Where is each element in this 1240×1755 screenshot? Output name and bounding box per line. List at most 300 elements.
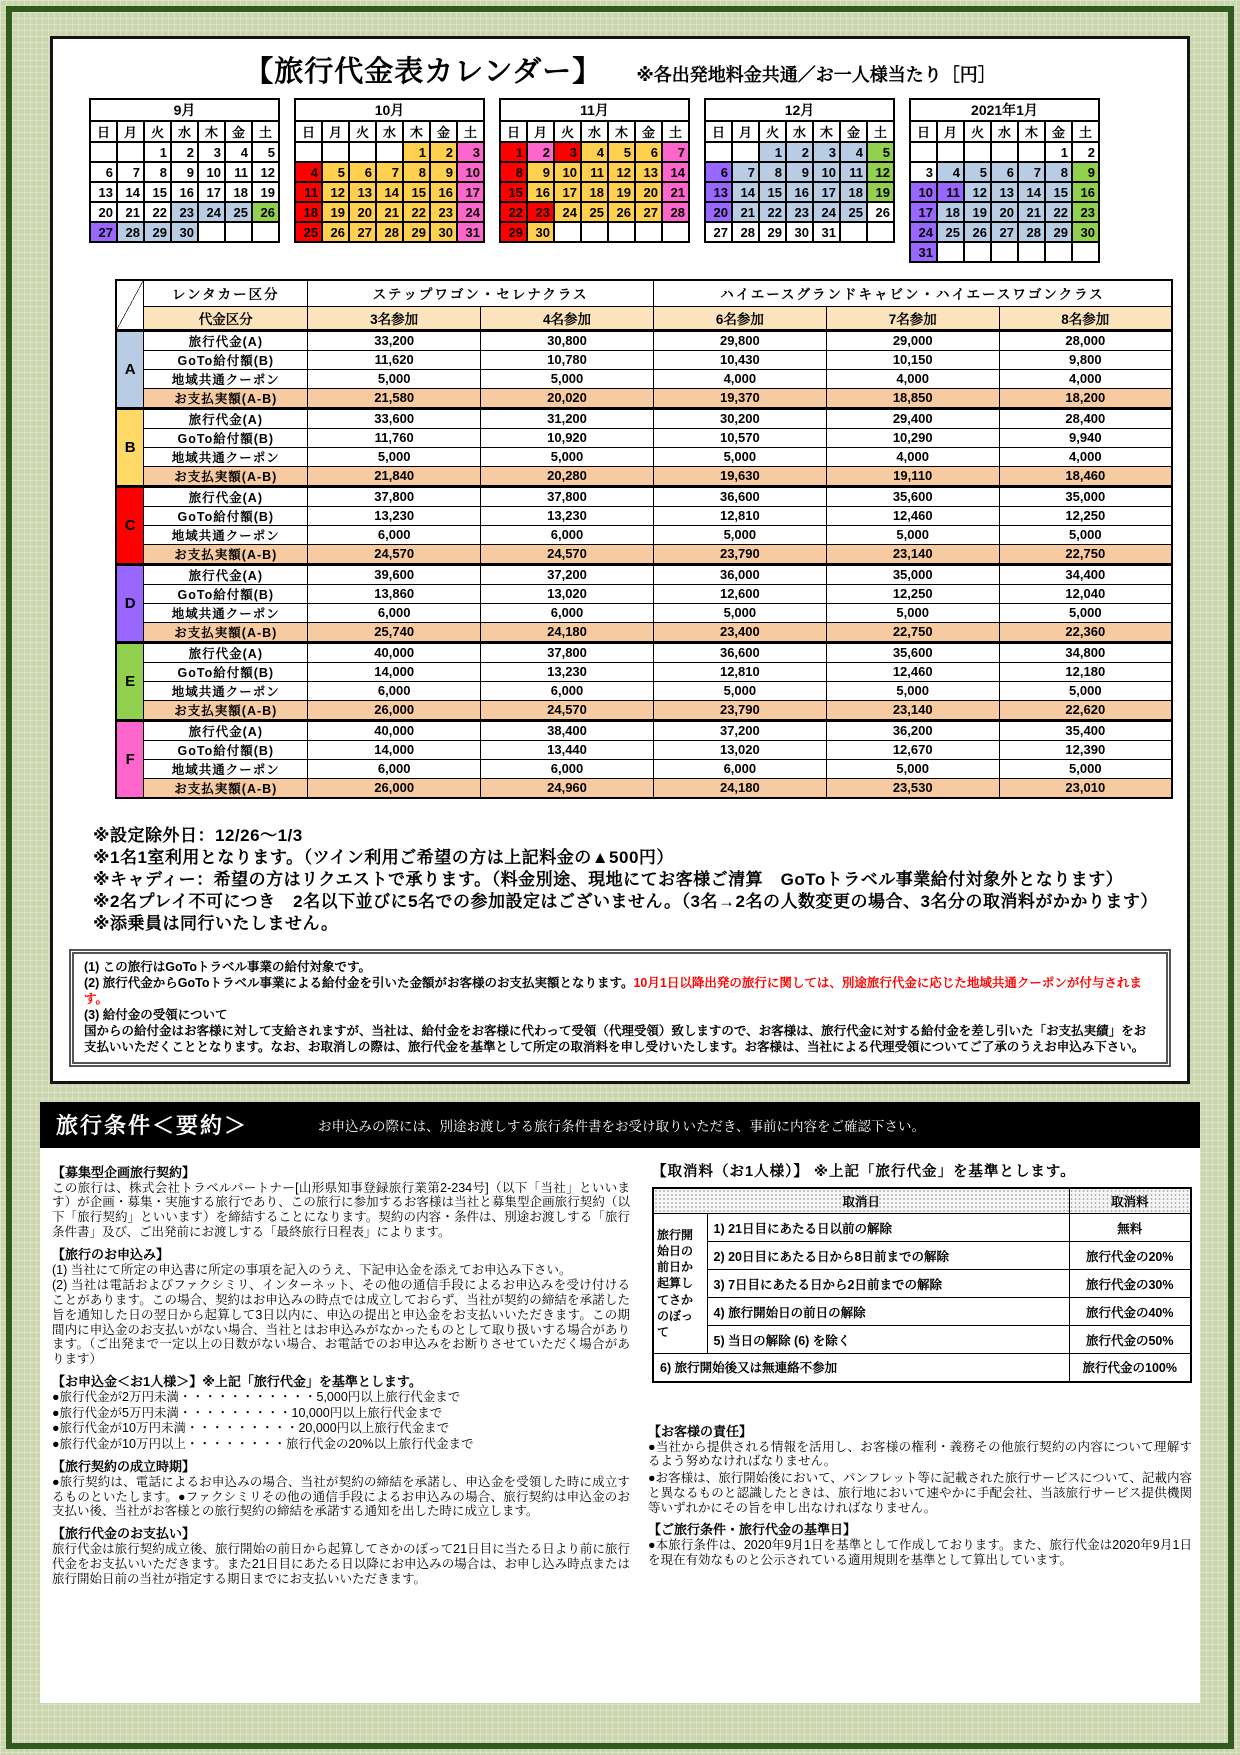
calendar-day: 29 (1045, 222, 1072, 242)
price-value: 12,670 (826, 740, 999, 759)
calendar-weekday: 火 (349, 121, 376, 142)
calendar-day: 1 (403, 142, 430, 162)
info-paragraph: (3) 給付金の受領について (84, 1007, 228, 1022)
calendar-weekday: 金 (635, 121, 662, 142)
row-label: お支払実額(A-B) (144, 544, 308, 564)
calendar-month-title: 9月 (90, 99, 279, 121)
price-value: 34,800 (999, 642, 1172, 662)
calendar-weekday: 水 (376, 121, 403, 142)
price-value: 13,440 (481, 740, 654, 759)
calendar-day: 27 (705, 222, 732, 242)
calendar-day: 22 (403, 202, 430, 222)
calendar-day: 7 (662, 142, 689, 162)
cancel-condition: 4) 旅行開始日の前日の解除 (707, 1298, 1069, 1326)
calendar-day: 4 (840, 142, 867, 162)
calendar-empty-cell (225, 222, 252, 242)
price-value: 5,000 (308, 369, 481, 388)
price-value: 6,000 (481, 525, 654, 544)
calendar-day: 10 (813, 162, 840, 182)
calendar-month (499, 98, 690, 243)
price-value: 4,000 (999, 447, 1172, 466)
calendar-day: 30 (171, 222, 198, 242)
calendar-empty-cell (1045, 242, 1072, 262)
calendar-day: 12 (964, 182, 991, 202)
calendar-day: 21 (662, 182, 689, 202)
price-value: 26,000 (308, 778, 481, 798)
calendar-empty-cell (840, 222, 867, 242)
calendar-month-title: 11月 (500, 99, 689, 121)
price-value: 26,000 (308, 700, 481, 720)
calendars (89, 98, 1173, 263)
table-row (116, 622, 1172, 642)
calendar-weekday: 土 (457, 121, 484, 142)
table-row (653, 1214, 1191, 1242)
calendar-day: 23 (786, 202, 813, 222)
calendar-empty-cell (991, 142, 1018, 162)
calendar-weekday: 日 (90, 121, 117, 142)
calendar-day: 13 (705, 182, 732, 202)
table-row (116, 486, 1172, 506)
price-value: 12,250 (999, 506, 1172, 525)
calendar-day: 9 (430, 162, 457, 182)
calendar-day: 10 (910, 182, 937, 202)
price-value: 13,230 (481, 662, 654, 681)
calendar-day: 6 (90, 162, 117, 182)
price-value: 14,000 (308, 740, 481, 759)
section-heading: 【募集型企画旅行契約】 (52, 1164, 196, 1180)
price-value: 6,000 (308, 759, 481, 778)
calendar-day: 23 (1072, 202, 1099, 222)
diagonal-corner-cell (116, 280, 144, 330)
calendar-day: 22 (144, 202, 171, 222)
price-value: 37,200 (481, 564, 654, 584)
calendar-empty-cell (662, 222, 689, 242)
calendar-empty-cell (964, 242, 991, 262)
row-label: 旅行代金(A) (144, 486, 308, 506)
price-value: 5,000 (308, 447, 481, 466)
calendar-day: 10 (457, 162, 484, 182)
calendar-day: 13 (90, 182, 117, 202)
fare-type-header: 代金区分 (144, 306, 308, 330)
price-value: 4,000 (826, 447, 999, 466)
table-row (116, 350, 1172, 369)
calendar-weekday: 水 (991, 121, 1018, 142)
price-value: 12,040 (999, 584, 1172, 603)
price-value: 5,000 (481, 447, 654, 466)
row-label: お支払実額(A-B) (144, 466, 308, 486)
calendar-empty-cell (295, 142, 322, 162)
price-value: 12,810 (653, 506, 826, 525)
calendar-day: 17 (457, 182, 484, 202)
calendar-day: 8 (500, 162, 527, 182)
calendar-empty-cell (937, 242, 964, 262)
calendar-day: 15 (403, 182, 430, 202)
price-value: 5,000 (653, 447, 826, 466)
calendar-day: 19 (867, 182, 894, 202)
calendar-day: 4 (581, 142, 608, 162)
calendar-weekday: 月 (117, 121, 144, 142)
cancellation-table (652, 1187, 1192, 1383)
calendar-empty-cell (252, 222, 279, 242)
calendar-day: 25 (581, 202, 608, 222)
price-value: 23,790 (653, 700, 826, 720)
table-row (653, 1298, 1191, 1326)
calendar-day: 25 (937, 222, 964, 242)
price-value: 36,600 (653, 486, 826, 506)
price-value: 36,600 (653, 642, 826, 662)
calendar-day: 2 (786, 142, 813, 162)
table-row (116, 584, 1172, 603)
calendar-day: 24 (813, 202, 840, 222)
calendar-day: 6 (635, 142, 662, 162)
calendar-day: 15 (1045, 182, 1072, 202)
class-letter-cell: E (116, 642, 144, 720)
cancel-condition: 2) 20日目にあたる日から8日前までの解除 (707, 1242, 1069, 1270)
calendar-day: 25 (840, 202, 867, 222)
calendar-day: 9 (171, 162, 198, 182)
calendar-day: 29 (759, 222, 786, 242)
conditions-right-blocks (648, 1421, 1192, 1568)
row-label: 地域共通クーポン (144, 447, 308, 466)
row-label: GoTo給付額(B) (144, 428, 308, 447)
calendar-day: 31 (910, 242, 937, 262)
row-label: GoTo給付額(B) (144, 584, 308, 603)
calendar-day: 2 (171, 142, 198, 162)
paragraph: ●当社から提供される情報を活用し、お客様の権利・義務その他旅行契約の内容について理解するよう努めなければなりません。 (648, 1439, 1192, 1469)
calendar-day: 20 (90, 202, 117, 222)
calendar-day: 6 (705, 162, 732, 182)
calendar-weekday: 木 (403, 121, 430, 142)
price-value: 18,200 (999, 388, 1172, 408)
conditions-body (40, 1148, 1200, 1703)
calendar-weekday: 金 (840, 121, 867, 142)
rental-class-header: レンタカー区分 (144, 280, 308, 306)
calendar-day: 26 (964, 222, 991, 242)
table-row (653, 1326, 1191, 1354)
calendar-day: 28 (117, 222, 144, 242)
calendar-day: 10 (198, 162, 225, 182)
price-value: 11,760 (308, 428, 481, 447)
calendar-weekday: 木 (608, 121, 635, 142)
table-row (116, 506, 1172, 525)
note-line: ※キャディー：希望の方はリクエストで承ります。（料金別途、現地にてお客様ご清算 GoToトラベル事業給付対象外となります） (93, 869, 1124, 889)
calendar-weekday: 日 (295, 121, 322, 142)
price-value: 38,400 (481, 720, 654, 740)
price-value: 37,800 (308, 486, 481, 506)
calendar-day: 12 (252, 162, 279, 182)
calendar-day: 15 (144, 182, 171, 202)
calendar-weekday: 月 (937, 121, 964, 142)
calendar-empty-cell (1018, 242, 1045, 262)
price-value: 5,000 (653, 681, 826, 700)
table-row (116, 330, 1172, 350)
calendar-day: 4 (225, 142, 252, 162)
paragraph: ●旅行代金が2万円未満・・・・・・・・・・・5,000円以上旅行代金まで (52, 1389, 461, 1404)
class-letter-cell: F (116, 720, 144, 798)
calendar-weekday: 金 (225, 121, 252, 142)
calendar-weekday: 日 (705, 121, 732, 142)
table-row (116, 447, 1172, 466)
price-value: 13,230 (308, 506, 481, 525)
price-value: 10,290 (826, 428, 999, 447)
calendar-weekday: 火 (554, 121, 581, 142)
calendar-weekday: 火 (144, 121, 171, 142)
calendar-day: 4 (295, 162, 322, 182)
price-value: 34,400 (999, 564, 1172, 584)
price-value: 5,000 (999, 525, 1172, 544)
calendar-day: 18 (840, 182, 867, 202)
calendar-month-title: 2021年1月 (910, 99, 1099, 121)
price-value: 39,600 (308, 564, 481, 584)
row-label: GoTo給付額(B) (144, 662, 308, 681)
calendar-day: 25 (295, 222, 322, 242)
calendar-day: 28 (1018, 222, 1045, 242)
calendar-day: 28 (662, 202, 689, 222)
calendar-day: 24 (910, 222, 937, 242)
price-value: 24,180 (653, 778, 826, 798)
row-label: GoTo給付額(B) (144, 350, 308, 369)
price-value: 18,850 (826, 388, 999, 408)
calendar-weekday: 木 (813, 121, 840, 142)
calendar-day: 8 (759, 162, 786, 182)
price-value: 5,000 (999, 603, 1172, 622)
calendar-month-title: 10月 (295, 99, 484, 121)
calendar-day: 30 (527, 222, 554, 242)
calendar-day: 3 (198, 142, 225, 162)
price-value: 28,400 (999, 408, 1172, 428)
title-row (67, 49, 1173, 90)
participants-header: 6名参加 (653, 306, 826, 330)
price-value: 29,800 (653, 330, 826, 350)
price-value: 5,000 (653, 603, 826, 622)
price-value: 5,000 (653, 525, 826, 544)
row-label: 旅行代金(A) (144, 408, 308, 428)
info-paragraph: (1) この旅行はGoToトラベル事業の給付対象です。 (84, 959, 371, 974)
travel-conditions-panel (40, 1102, 1200, 1703)
row-label: GoTo給付額(B) (144, 740, 308, 759)
row-label: 旅行代金(A) (144, 330, 308, 350)
calendar-day: 13 (349, 182, 376, 202)
conditions-title: 旅行条件＜要約＞ (56, 1113, 249, 1138)
calendar-day: 5 (322, 162, 349, 182)
calendar-month (294, 98, 485, 243)
calendar-day: 18 (937, 202, 964, 222)
calendar-day: 3 (910, 162, 937, 182)
calendar-day: 21 (376, 202, 403, 222)
calendar-day: 29 (500, 222, 527, 242)
calendar-day: 20 (349, 202, 376, 222)
price-value: 13,230 (481, 506, 654, 525)
paragraph: ●旅行代金が10万円未満・・・・・・・・・20,000円以上旅行代金まで (52, 1421, 450, 1436)
participants-header: 4名参加 (481, 306, 654, 330)
calendar-day: 1 (500, 142, 527, 162)
row-label: 地域共通クーポン (144, 603, 308, 622)
cancel-fee: 旅行代金の100% (1069, 1354, 1191, 1382)
calendar-weekday: 土 (252, 121, 279, 142)
table-row (116, 700, 1172, 720)
price-value: 5,000 (826, 759, 999, 778)
paragraph: ●旅行代金が5万円未満・・・・・・・・・10,000円以上旅行代金まで (52, 1405, 443, 1420)
info-red-text: 10月1日以降出発の旅行に関しては、別途旅行代金に応じた地域共通クーポンが付与されます。 (84, 975, 1142, 1006)
price-value: 10,780 (481, 350, 654, 369)
price-value: 11,620 (308, 350, 481, 369)
price-value: 13,860 (308, 584, 481, 603)
price-value: 9,800 (999, 350, 1172, 369)
price-value: 6,000 (308, 603, 481, 622)
calendar-day: 11 (295, 182, 322, 202)
price-value: 30,200 (653, 408, 826, 428)
table-row (116, 388, 1172, 408)
calendar-day: 25 (225, 202, 252, 222)
table-row (116, 740, 1172, 759)
price-value: 29,000 (826, 330, 999, 350)
price-value: 10,430 (653, 350, 826, 369)
calendar-day: 29 (403, 222, 430, 242)
calendar-day: 23 (171, 202, 198, 222)
price-value: 4,000 (653, 369, 826, 388)
table-row (116, 369, 1172, 388)
calendar-month (89, 98, 280, 243)
table-row (116, 642, 1172, 662)
price-value: 37,200 (653, 720, 826, 740)
cancel-fee: 旅行代金の20% (1069, 1242, 1191, 1270)
price-value: 4,000 (999, 369, 1172, 388)
calendar-weekday: 土 (662, 121, 689, 142)
table-row (116, 662, 1172, 681)
price-value: 36,200 (826, 720, 999, 740)
paragraph: この旅行は、株式会社トラベルパートナー[山形県知事登録旅行業第2-234号]（以下「当社」といいます）が企画・募集・実施する旅行であり、この旅行に参加するお客様は当社と募集型企画旅行契約（以下「旅行契約」といいます）を締結することになります。契約の内容・条件は、別途お渡しする「旅行条件書」及び、ご出発前にお渡しする「最終旅行日程表」によります。 (52, 1180, 630, 1239)
table-row (116, 759, 1172, 778)
table-row (653, 1242, 1191, 1270)
price-value: 22,750 (826, 622, 999, 642)
price-value: 6,000 (481, 759, 654, 778)
table-row (116, 564, 1172, 584)
price-value: 14,000 (308, 662, 481, 681)
class-letter-cell: A (116, 330, 144, 408)
calendar-weekday: 水 (786, 121, 813, 142)
row-label: 旅行代金(A) (144, 564, 308, 584)
price-value: 28,000 (999, 330, 1172, 350)
price-value: 22,750 (999, 544, 1172, 564)
calendar-day: 14 (1018, 182, 1045, 202)
price-value: 12,390 (999, 740, 1172, 759)
calendar-day: 16 (527, 182, 554, 202)
calendar-weekday: 土 (1072, 121, 1099, 142)
row-label: 地域共通クーポン (144, 759, 308, 778)
price-value: 6,000 (481, 681, 654, 700)
price-value: 23,530 (826, 778, 999, 798)
calendar-empty-cell (635, 222, 662, 242)
calendar-day: 11 (937, 182, 964, 202)
table-row (116, 720, 1172, 740)
cancel-fee: 旅行代金の50% (1069, 1326, 1191, 1354)
conditions-subtitle: お申込みの際には、別途お渡しする旅行条件書をお受け取りいただき、事前に内容をご確認下さい。 (318, 1118, 925, 1134)
section-heading: 【旅行のお申込み】 (52, 1246, 170, 1262)
calendar-weekday: 水 (171, 121, 198, 142)
cancellation-table-title: 【取消料（お1人様）】 ※上記「旅行代金」を基準とします。 (652, 1163, 1076, 1180)
page-frame (6, 6, 1234, 1749)
note-line: ※1名1室利用となります。（ツイン利用ご希望の方は上記料金の▲500円） (93, 847, 674, 867)
calendar-day: 20 (991, 202, 1018, 222)
calendar-day: 9 (786, 162, 813, 182)
calendar-day: 22 (1045, 202, 1072, 222)
price-value: 24,180 (481, 622, 654, 642)
calendar-empty-cell (198, 222, 225, 242)
calendar-empty-cell (910, 142, 937, 162)
price-value: 35,000 (999, 486, 1172, 506)
calendar-day: 6 (349, 162, 376, 182)
calendar-day: 3 (554, 142, 581, 162)
calendar-empty-cell (322, 142, 349, 162)
calendar-day: 21 (732, 202, 759, 222)
table-row (653, 1270, 1191, 1298)
row-label: お支払実額(A-B) (144, 388, 308, 408)
note-line: ※設定除外日：12/26～1/3 (93, 825, 303, 845)
calendar-day: 21 (1018, 202, 1045, 222)
calendar-month-title: 12月 (705, 99, 894, 121)
calendar-day: 26 (322, 222, 349, 242)
calendar-day: 26 (608, 202, 635, 222)
calendar-day: 14 (117, 182, 144, 202)
row-label: 地域共通クーポン (144, 681, 308, 700)
price-value: 5,000 (826, 603, 999, 622)
paragraph: ●旅行代金が10万円以上・・・・・・・・旅行代金の20%以上旅行代金まで (52, 1437, 474, 1451)
price-calendar-panel (50, 36, 1190, 1084)
calendar-day: 12 (608, 162, 635, 182)
calendar-day: 11 (581, 162, 608, 182)
calendar-weekday: 木 (1018, 121, 1045, 142)
calendar-day: 23 (430, 202, 457, 222)
price-value: 24,570 (481, 544, 654, 564)
calendar-day: 16 (430, 182, 457, 202)
calendar-weekday: 月 (732, 121, 759, 142)
calendar-weekday: 火 (759, 121, 786, 142)
calendar-weekday: 月 (322, 121, 349, 142)
row-label: 地域共通クーポン (144, 369, 308, 388)
cancel-date-header: 取消日 (653, 1188, 1069, 1214)
vehicle-class-header: ハイエースグランドキャビン・ハイエースワゴンクラス (653, 280, 1172, 306)
calendar-day: 6 (991, 162, 1018, 182)
price-value: 6,000 (308, 525, 481, 544)
calendar-day: 19 (322, 202, 349, 222)
row-label: GoTo給付額(B) (144, 506, 308, 525)
section-heading: 【お申込金＜お1人様＞】※上記「旅行代金」を基準とします。 (52, 1373, 422, 1389)
cancel-fee: 旅行代金の30% (1069, 1270, 1191, 1298)
calendar-empty-cell (349, 142, 376, 162)
class-letter-cell: D (116, 564, 144, 642)
price-value: 6,000 (308, 681, 481, 700)
vehicle-class-header: ステップワゴン・セレナクラス (308, 280, 654, 306)
calendar-day: 9 (1072, 162, 1099, 182)
cancel-condition: 1) 21日目にあたる日以前の解除 (707, 1214, 1069, 1242)
cancel-condition: 6) 旅行開始後又は無連絡不参加 (653, 1354, 1069, 1382)
price-value: 23,790 (653, 544, 826, 564)
price-value: 40,000 (308, 642, 481, 662)
row-label: 旅行代金(A) (144, 642, 308, 662)
note-line: ※添乗員は同行いたしません。 (93, 913, 339, 933)
table-row (116, 544, 1172, 564)
calendar-weekday: 金 (1045, 121, 1072, 142)
calendar-empty-cell (608, 222, 635, 242)
calendar-empty-cell (90, 142, 117, 162)
price-value: 20,020 (481, 388, 654, 408)
table-row (116, 681, 1172, 700)
table-row (653, 1354, 1191, 1382)
price-value: 30,800 (481, 330, 654, 350)
calendar-day: 20 (705, 202, 732, 222)
calendar-day: 8 (144, 162, 171, 182)
calendar-day: 10 (554, 162, 581, 182)
